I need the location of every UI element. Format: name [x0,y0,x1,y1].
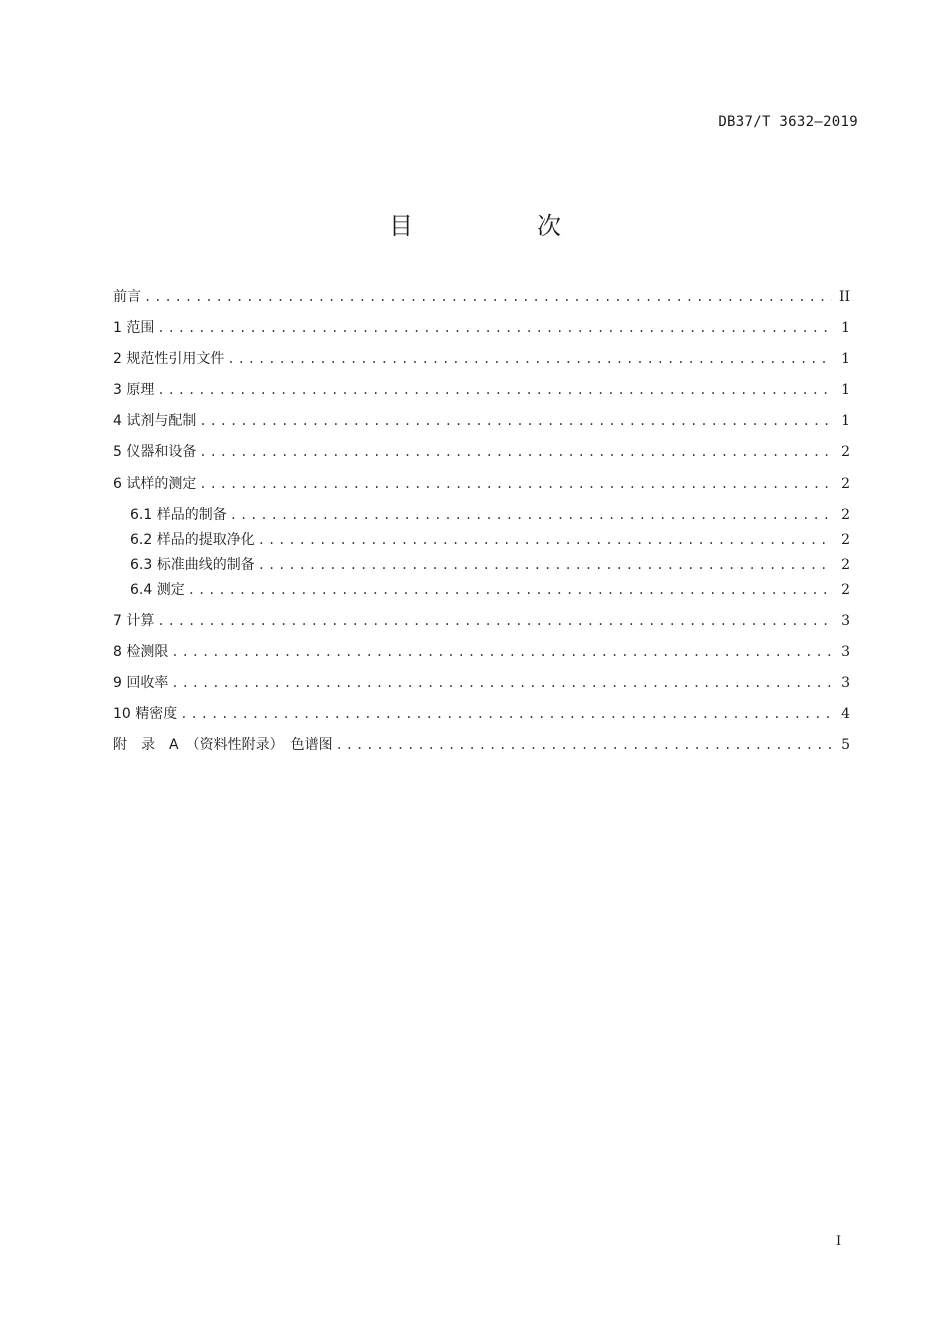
toc-entry-label: 6.3 标准曲线的制备 [130,557,255,573]
toc-leader-dots [157,381,832,399]
toc-leader-dots [258,531,832,549]
toc-leader-dots [227,350,832,368]
toc-entry-foreword[interactable] [113,286,850,308]
toc-entry-6-1[interactable] [130,504,850,526]
toc-entry-calculation[interactable] [113,610,850,632]
toc-entry-page: 3 [841,613,850,629]
toc-leader-dots [199,412,832,430]
toc-entry-page: 1 [841,320,850,336]
toc-entry-label: 10 精密度 [113,706,178,722]
toc-leader-dots [199,443,832,461]
toc-entry-label: 3 原理 [113,382,155,398]
toc-leader-dots [258,556,832,574]
toc-entry-page: 4 [841,706,850,722]
page-number: I [836,1234,842,1249]
toc-leader-dots [199,475,832,493]
toc-entry-page: 5 [841,737,850,753]
toc-leader-dots [171,674,832,692]
toc-entry-label: 6.1 样品的制备 [130,507,227,523]
toc-leader-dots [230,506,832,524]
toc-entry-page: 2 [841,476,850,492]
toc-entry-reagents[interactable] [113,410,850,432]
toc-leader-dots [171,643,832,661]
toc-entry-label: 6.2 样品的提取净化 [130,532,255,548]
toc-leader-dots [180,705,832,723]
toc-entry-normative-references[interactable] [113,348,850,370]
toc-entry-principle[interactable] [113,379,850,401]
toc-entry-precision[interactable] [113,703,850,725]
toc-entry-instruments[interactable] [113,441,850,463]
toc-entry-detection-limit[interactable] [113,641,850,663]
toc-entry-label: 附 录 A （资料性附录） 色谱图 [113,737,333,753]
toc-entry-page: 2 [841,557,850,573]
toc-entry-scope[interactable] [113,317,850,339]
toc-entry-page: 2 [841,582,850,598]
page-title: 目 次 [389,212,611,240]
toc-entry-page: 3 [841,675,850,691]
toc-entry-sample-determination[interactable] [113,473,850,495]
toc-entry-label: 前言 [113,289,141,305]
toc-entry-page: 1 [841,351,850,367]
toc-entry-label: 1 范围 [113,320,155,336]
toc-entry-label: 4 试剂与配制 [113,413,197,429]
toc-entry-appendix-a[interactable] [113,734,850,756]
toc-leader-dots [157,612,832,630]
toc-entry-6-3[interactable] [130,554,850,576]
toc-entry-page: II [838,289,850,305]
toc-entry-page: 3 [841,644,850,660]
document-code: DB37/T 3632—2019 [718,114,858,130]
toc-leader-dots [188,581,832,599]
toc-leader-dots [336,736,832,754]
toc-entry-page: 2 [841,507,850,523]
toc-entry-page: 2 [841,532,850,548]
toc-entry-label: 8 检测限 [113,644,169,660]
toc-entry-label: 6.4 测定 [130,582,185,598]
toc-entry-6-4[interactable] [130,579,850,601]
toc-entry-label: 9 回收率 [113,675,169,691]
toc-entry-label: 2 规范性引用文件 [113,351,225,367]
toc-entry-label: 6 试样的测定 [113,476,197,492]
toc-entry-page: 1 [841,382,850,398]
toc-entry-6-2[interactable] [130,529,850,551]
toc-entry-recovery[interactable] [113,672,850,694]
toc-entry-label: 5 仪器和设备 [113,444,197,460]
toc-entry-page: 1 [841,413,850,429]
toc-leader-dots [157,319,832,337]
toc-entry-label: 7 计算 [113,613,155,629]
toc-entry-page: 2 [841,444,850,460]
toc-leader-dots [144,288,832,306]
